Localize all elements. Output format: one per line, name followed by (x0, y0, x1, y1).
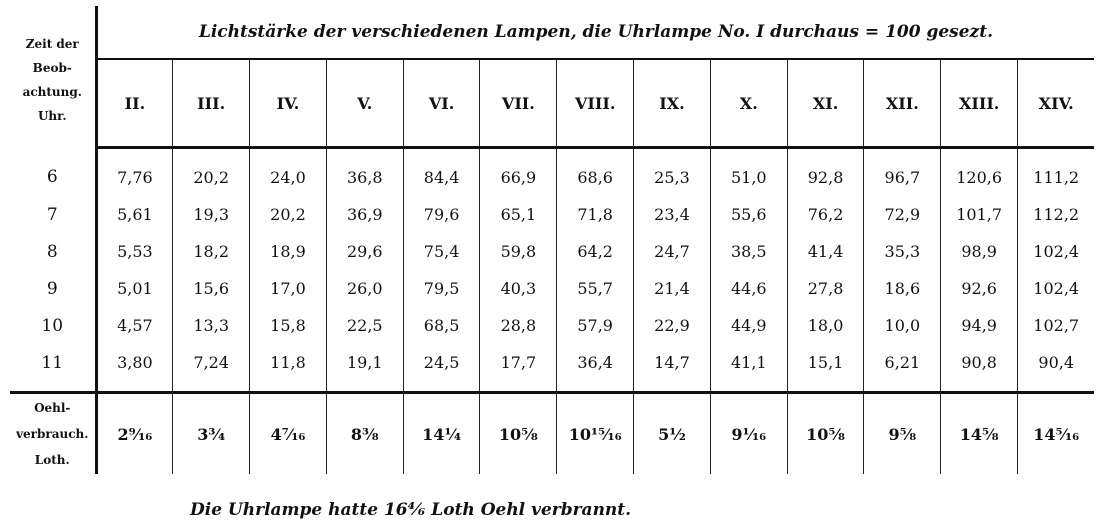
oil-cell: 8³⁄₈ (326, 393, 403, 475)
value-cell: 36,4 (557, 344, 634, 391)
value-cell: 44,9 (710, 307, 787, 344)
value-cell: 92,6 (941, 270, 1018, 307)
value-cell: 18,2 (173, 233, 250, 270)
value-cell: 15,8 (250, 307, 327, 344)
value-cell: 24,0 (250, 148, 327, 197)
oil-cell: 10¹⁵⁄₁₆ (557, 393, 634, 475)
value-cell: 24,7 (634, 233, 711, 270)
value-cell: 4,57 (117, 316, 153, 335)
column-header: V. (326, 59, 403, 148)
table-row (10, 307, 1094, 344)
footnote: Die Uhrlampe hatte 16⁴⁄₆ Loth Oehl verbrannt. (190, 500, 632, 520)
value-cell: 6,21 (864, 344, 941, 391)
value-cell: 36,9 (326, 196, 403, 233)
value-cell: 102,4 (1018, 233, 1095, 270)
value-cell: 92,8 (787, 148, 864, 197)
value-cell: 111,2 (1018, 148, 1095, 197)
column-header: IV. (250, 59, 327, 148)
value-cell: 68,6 (557, 148, 634, 197)
value-cell: 68,5 (403, 307, 480, 344)
value-cell: 22,9 (634, 307, 711, 344)
value-cell: 51,0 (710, 148, 787, 197)
value-cell: 96,7 (864, 148, 941, 197)
oil-cell: 3³⁄₄ (173, 393, 250, 475)
value-cell: 7,76 (117, 168, 153, 187)
oil-label-line-3: Loth. (34, 453, 70, 467)
table-row (10, 344, 1094, 391)
value-cell: 18,9 (250, 233, 327, 270)
oil-cell: 14⁵⁄₈ (941, 393, 1018, 475)
value-cell: 36,8 (326, 148, 403, 197)
oil-label-line-2: verbrauch. (16, 427, 89, 441)
table-row (10, 148, 1094, 197)
time-header-line-4: Uhr. (37, 108, 67, 123)
value-cell: 72,9 (864, 196, 941, 233)
value-cell: 120,6 (941, 148, 1018, 197)
value-cell: 20,2 (173, 148, 250, 197)
oil-cell: 14¹⁄₄ (403, 393, 480, 475)
value-cell: 14,7 (634, 344, 711, 391)
column-header: VII. (480, 59, 557, 148)
oil-row-label (10, 393, 96, 475)
value-cell: 84,4 (403, 148, 480, 197)
value-cell: 71,8 (557, 196, 634, 233)
value-cell: 79,5 (403, 270, 480, 307)
hour-cell: 6 (10, 148, 96, 197)
value-cell: 25,3 (634, 148, 711, 197)
oil-cell: 9¹⁄₁₆ (710, 393, 787, 475)
value-cell: 17,7 (480, 344, 557, 391)
value-cell: 41,4 (787, 233, 864, 270)
time-header-line-1: Zeit der (25, 36, 79, 51)
value-cell: 55,6 (710, 196, 787, 233)
value-cell: 29,6 (326, 233, 403, 270)
data-body (10, 148, 1094, 392)
value-cell: 18,0 (787, 307, 864, 344)
value-cell: 102,7 (1018, 307, 1095, 344)
value-cell: 10,0 (864, 307, 941, 344)
column-header: XIII. (941, 59, 1018, 148)
hour-cell: 11 (10, 344, 96, 391)
value-cell: 59,8 (480, 233, 557, 270)
oil-cell: 10⁵⁄₈ (480, 393, 557, 475)
value-cell: 79,6 (403, 196, 480, 233)
table-row (10, 196, 1094, 233)
value-cell: 26,0 (326, 270, 403, 307)
value-cell: 3,80 (117, 353, 153, 372)
value-cell: 98,9 (941, 233, 1018, 270)
value-cell: 101,7 (941, 196, 1018, 233)
time-header-line-2: Beob- (32, 60, 72, 75)
value-cell: 65,1 (480, 196, 557, 233)
value-cell: 7,24 (173, 344, 250, 391)
value-cell: 44,6 (710, 270, 787, 307)
value-cell: 41,1 (710, 344, 787, 391)
value-cell: 18,6 (864, 270, 941, 307)
light-intensity-table (10, 6, 1094, 474)
value-cell: 112,2 (1018, 196, 1095, 233)
value-cell: 40,3 (480, 270, 557, 307)
value-cell: 28,8 (480, 307, 557, 344)
value-cell: 13,3 (173, 307, 250, 344)
oil-cell: 14⁵⁄₁₆ (1018, 393, 1095, 475)
table-caption: Lichtstärke der verschiedenen Lampen, die Uhrlampe No. I durchaus = 100 gesezt. (96, 6, 1094, 59)
value-cell: 90,4 (1018, 344, 1095, 391)
value-cell: 23,4 (634, 196, 711, 233)
value-cell: 75,4 (403, 233, 480, 270)
hour-cell: 9 (10, 270, 96, 307)
table-row (10, 233, 1094, 270)
value-cell: 15,6 (173, 270, 250, 307)
value-cell: 94,9 (941, 307, 1018, 344)
value-cell: 90,8 (941, 344, 1018, 391)
value-cell: 66,9 (480, 148, 557, 197)
column-header: XII. (864, 59, 941, 148)
value-cell: 19,3 (173, 196, 250, 233)
value-cell: 15,1 (787, 344, 864, 391)
value-cell: 21,4 (634, 270, 711, 307)
column-header: III. (173, 59, 250, 148)
oil-cell: 5¹⁄₂ (634, 393, 711, 475)
value-cell: 11,8 (250, 344, 327, 391)
value-cell: 57,9 (557, 307, 634, 344)
hour-cell: 10 (10, 307, 96, 344)
value-cell: 102,4 (1018, 270, 1095, 307)
column-header: II. (96, 59, 173, 148)
column-header: XIV. (1018, 59, 1095, 148)
column-header: XI. (787, 59, 864, 148)
value-cell: 20,2 (250, 196, 327, 233)
value-cell: 5,53 (117, 242, 153, 261)
oil-label-line-1: Oehl- (34, 401, 71, 415)
value-cell: 76,2 (787, 196, 864, 233)
oil-cell: 4⁷⁄₁₆ (250, 393, 327, 475)
table-row (10, 270, 1094, 307)
value-cell: 17,0 (250, 270, 327, 307)
hour-cell: 7 (10, 196, 96, 233)
value-cell: 64,2 (557, 233, 634, 270)
column-header: X. (710, 59, 787, 148)
column-header: VI. (403, 59, 480, 148)
oil-cell: 10⁵⁄₈ (787, 393, 864, 475)
hour-cell: 8 (10, 233, 96, 270)
value-cell: 5,61 (117, 205, 153, 224)
value-cell: 22,5 (326, 307, 403, 344)
column-header: VIII. (557, 59, 634, 148)
oil-consumption-row (10, 393, 1094, 475)
value-cell: 19,1 (326, 344, 403, 391)
column-header: IX. (634, 59, 711, 148)
value-cell: 38,5 (710, 233, 787, 270)
value-cell: 5,01 (117, 279, 153, 298)
value-cell: 27,8 (787, 270, 864, 307)
value-cell: 24,5 (403, 344, 480, 391)
oil-cell: 9⁵⁄₈ (864, 393, 941, 475)
time-header (10, 6, 96, 148)
value-cell: 35,3 (864, 233, 941, 270)
oil-cell: 2⁹⁄₁₆ (117, 424, 153, 444)
time-header-line-3: achtung. (22, 84, 82, 99)
value-cell: 55,7 (557, 270, 634, 307)
